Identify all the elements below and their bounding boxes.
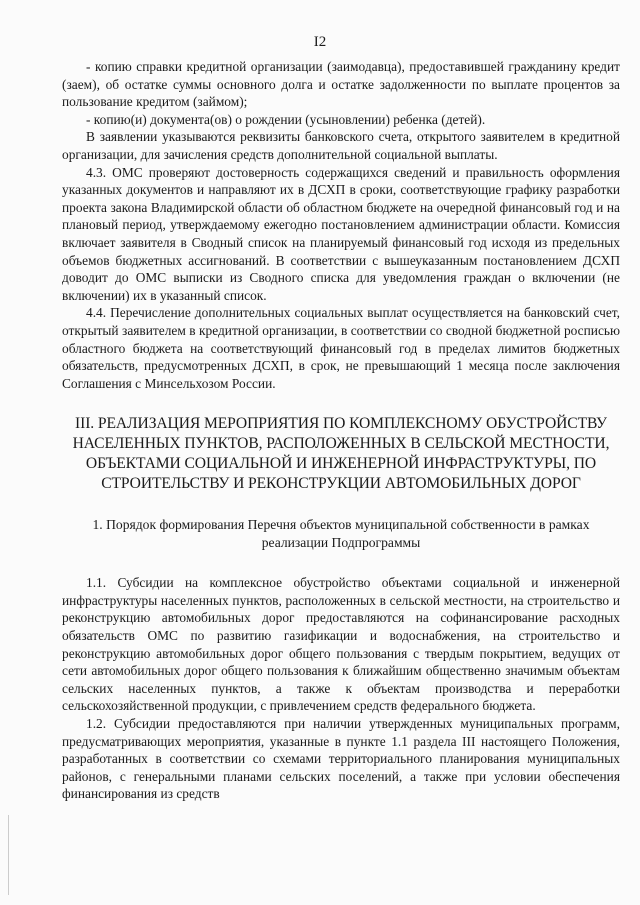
paragraph: 4.3. ОМС проверяют достоверность содержащихся сведений и правильность оформления указанных документов и направляют их в ДСХП в сроки, соответствующие графику разработки проекта закона Владимирской области об областном бюджете на очередной финансовый год и на плановый период, утверждаемому ежегодно постановлением администрации области. Комиссия включает заявителя в Сводный список на планируемый финансовый год исходя из предельных объемов бюджетных ассигнований. В соответствии с вышеуказанным постановлением ДСХП доводит до ОМС выписки из Сводного списка для уведомления граждан о включении (не включении) их в указанный список. <box>62 164 620 303</box>
paragraph: 1.2. Субсидии предоставляются при наличии утвержденных муниципальных программ, предусматривающих мероприятия, указанные в пункте 1.1 раздела III настоящего Положения, разработанных в соответствии со схемами территориального планирования муниципальных районов, с генеральными планами сельских поселений, а также при условии обеспечения финансирования из средств <box>62 716 620 802</box>
subsection-title: 1. Порядок формирования Перечня объектов муниципальной собственности в рамках реализации Подпрограммы <box>92 517 590 551</box>
paragraph: - копию справки кредитной организации (заимодавца), предоставившей гражданину кредит (заем), об остатке суммы основного долга и остатке задолженности по выплате процентов за пользование кредитом (займом); <box>62 59 620 110</box>
page-number: I2 <box>313 34 327 50</box>
paragraph: - копию(и) документа(ов) о рождении (усыновлении) ребенка (детей). <box>86 111 486 127</box>
document-body <box>62 58 620 803</box>
paragraph: 1.1. Субсидии на комплексное обустройство объектами социальной и инженерной инфраструктуры населенных пунктов, расположенных в сельской местности, на строительство и реконструкцию автомобильных дорог предоставляются на софинансирование расходных обязательств ОМС по развитию газификации и водоснабжения, на строительство и реконструкцию автомобильных дорог общего пользования с твердым покрытием, ведущих от сети автомобильных дорог общего пользования к ближайшим общественно значимым объектам сельских населенных пунктов, а также к объектам производства и переработки сельскохозяйственной продукции, с привлечением средств федерального бюджета. <box>62 575 620 714</box>
section-title: III. РЕАЛИЗАЦИЯ МЕРОПРИЯТИЯ ПО КОМПЛЕКСНОМУ ОБУСТРОЙСТВУ НАСЕЛЕННЫХ ПУНКТОВ, РАСПОЛОЖЕННЫХ В СЕЛЬСКОЙ МЕСТНОСТИ, ОБЪЕКТАМИ СОЦИАЛЬНОЙ И ИНЖЕНЕРНОЙ ИНФРАСТРУКТУРЫ, ПО СТРОИТЕЛЬСТВУ И РЕКОНСТРУКЦИИ АВТОМОБИЛЬНЫХ ДОРОГ <box>72 415 610 493</box>
paragraph: В заявлении указываются реквизиты банковского счета, открытого заявителем в кредитной организации, для зачисления средств дополнительной социальной выплаты. <box>62 129 620 162</box>
paragraph: 4.4. Перечисление дополнительных социальных выплат осуществляется на банковский счет, открытый заявителем в кредитной организации, в соответствии со сводной бюджетной росписью областного бюджета на соответствующий финансовый год в пределах лимитов бюджетных обязательств, предусмотренных ДСХП, в срок, не превышающий 1 месяца после заключения Соглашения с Минсельхозом России. <box>62 305 620 391</box>
scan-margin-line <box>8 815 9 895</box>
